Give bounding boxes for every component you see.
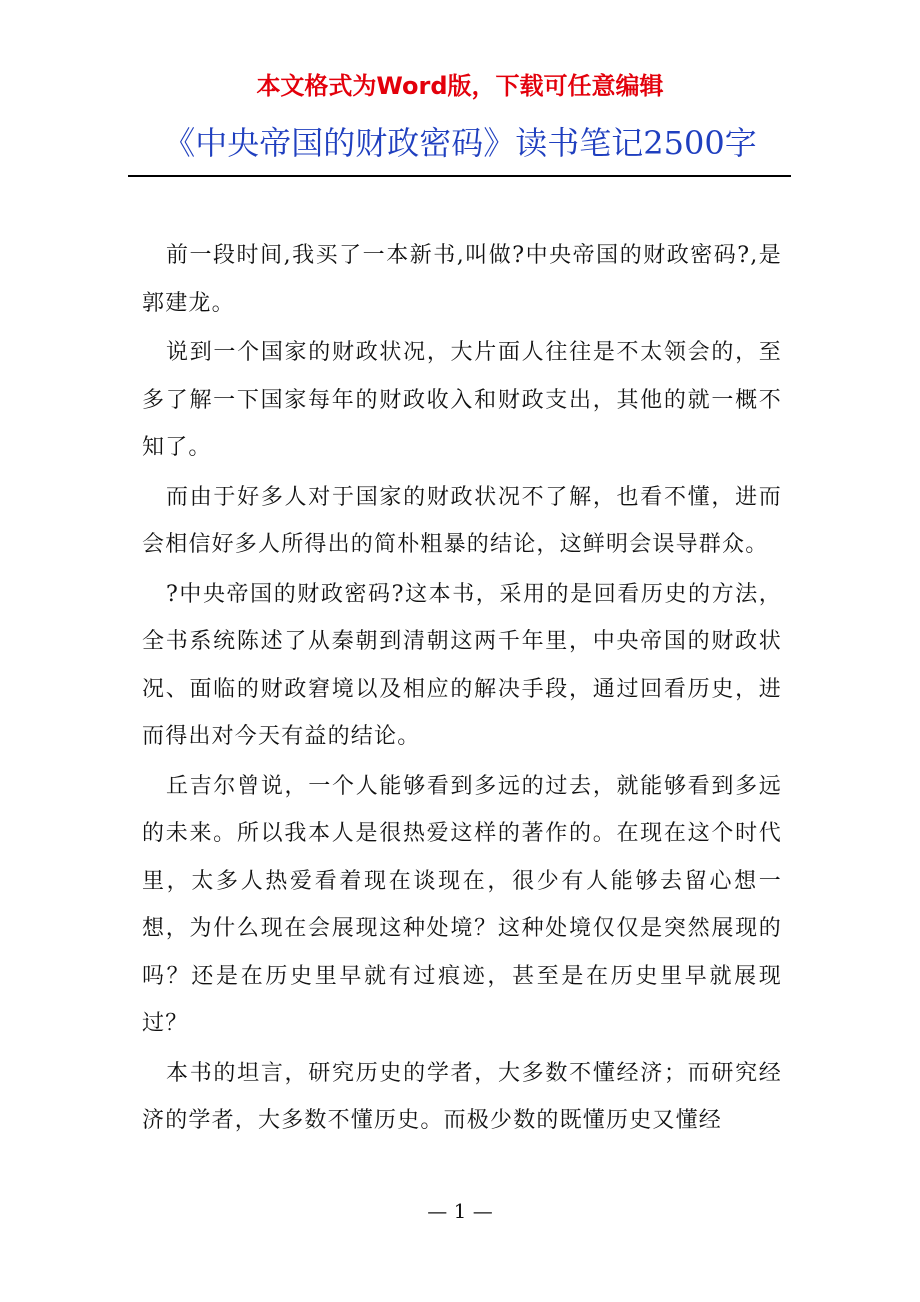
format-notice-banner: 本文格式为Word版，下载可任意编辑	[256, 72, 664, 100]
paragraph: ?中央帝国的财政密码?这本书，采用的是回看历史的方法，全书系统陈述了从秦朝到清朝这两千年里，中央帝国的财政状况、面临的财政窘境以及相应的解决手段，通过回看历史，进而得出对今天有益的结论。	[142, 581, 782, 749]
page-number: — 1 —	[427, 1199, 493, 1223]
document-body	[142, 232, 782, 1147]
paragraph: 前一段时间,我买了一本新书,叫做?中央帝国的财政密码?,是郭建龙。	[142, 243, 782, 316]
paragraph: 本书的坦言，研究历史的学者，大多数不懂经济；而研究经济的学者，大多数不懂历史。而极少数的既懂历史又懂经	[142, 1060, 782, 1133]
title-divider	[128, 175, 791, 177]
document-title: 《中央帝国的财政密码》读书笔记2500字	[163, 124, 757, 162]
paragraph: 说到一个国家的财政状况，大片面人往往是不太领会的，至多了解一下国家每年的财政收入和财政支出，其他的就一概不知了。	[142, 340, 782, 460]
paragraph: 丘吉尔曾说，一个人能够看到多远的过去，就能够看到多远的未来。所以我本人是很热爱这样的著作的。在现在这个时代里，太多人热爱看着现在谈现在，很少有人能够去留心想一想，为什么现在会展现这种处境？这种处境仅仅是突然展现的吗？还是在历史里早就有过痕迹，甚至是在历史里早就展现过？	[142, 773, 782, 1036]
paragraph: 而由于好多人对于国家的财政状况不了解，也看不懂，进而会相信好多人所得出的简朴粗暴的结论，这鲜明会误导群众。	[142, 484, 782, 557]
